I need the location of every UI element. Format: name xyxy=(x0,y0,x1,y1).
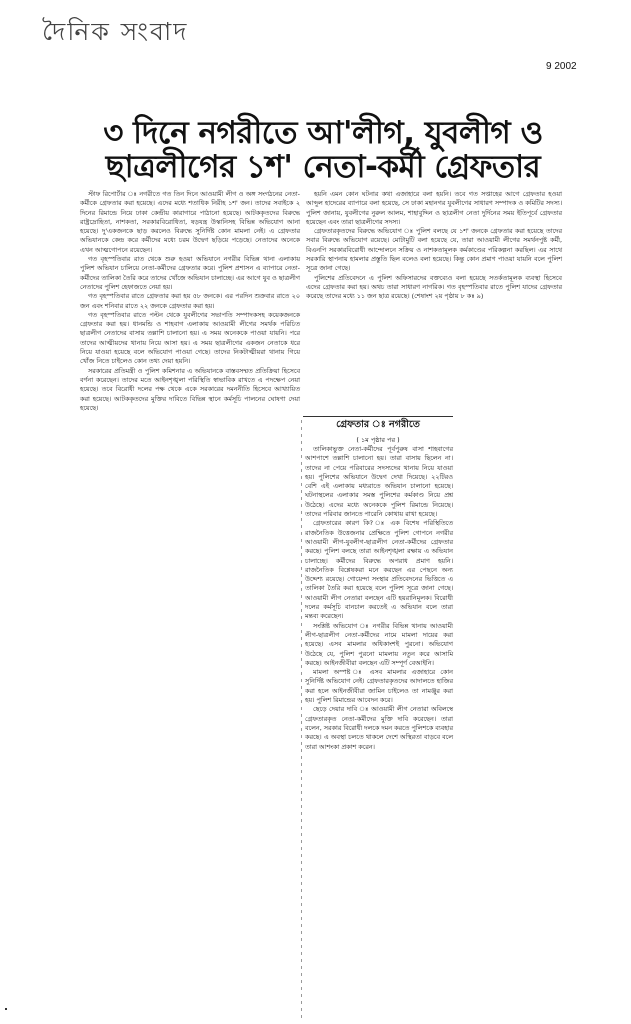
clipping-date: 9 2002 xyxy=(546,61,577,72)
paragraph: সংশ্লিষ্ট অভিযোগ ঃ নগরীর বিভিন্ন থানায় আওয়ামী লীগ-ছাত্রলীগ নেতা-কর্মীদের নামে মামলা দায়ের করা হয়েছে। এসব মামলার অধিকাংশই পুরনো। অভিযোগ উঠেছে যে, পুলিশ পুরনো মামলায় নতুন করে আসামি করছে। আইনজীবীরা বলছেন এটি সম্পূর্ণ বেআইনি। xyxy=(305,621,453,667)
column-divider xyxy=(301,420,302,1020)
paragraph: হয়নি এমন কোন ঘটনার কথা এজাহারে বলা হয়নি। তবে গত সপ্তাহের আগে গ্রেফতার হওয়া আব্দুল হাদেরের ব্যাপারে বলা হয়েছে, সে ঢাকা মহানগর যুবলীগের সাধারণ সম্পাদক ও কমিটির সদস্য। পুলিশ জানায়, যুবলীগের নুরুল আলম, শাহাবুদ্দিন ও ছাত্রলীগ নেতা দুর্দিনের সময় ইতিপূর্বে গ্রেফতার হয়েছেন এবং তারা ছাত্রলীগের সদস্য। xyxy=(306,190,562,226)
continuation-title: গ্রেফতার ঃ নগরীতে xyxy=(336,419,420,430)
continuation-heading xyxy=(303,418,453,446)
headline-line-2: ছাত্রলীগের ১শ' নেতা-কর্মী গ্রেফতার xyxy=(105,149,541,185)
paragraph: তালিকাভুক্ত নেতা-কর্মীদের পূর্বপুরুষ বাসা শাহবাগের আশপাশে তল্লাশি চালানো হয়। তারা বাসায় ছিলেন না। তাদের না পেয়ে পরিবারের সদস্যদের থানায় নিয়ে যাওয়া হয়। পুলিশের অভিযানে উদ্বেগ দেখা দিয়েছে। ২২টিরও বেশি এই এলাকায় মধ্যরাতে অভিযান চালানো হয়েছে। ঘটনাস্থলের এলাকার সমস্ত পুলিশের কর্মকাণ্ড নিয়ে প্রশ্ন উঠেছে। এদের মধ্যে অনেককে পুলিশ রিমান্ডে নিয়েছে। তাদের পরিবার জানতে পারেনি কোথায় রাখা হয়েছে। xyxy=(305,445,453,519)
article-headline xyxy=(78,116,568,184)
continuation-column xyxy=(305,445,453,752)
paragraph: গত বৃহস্পতিবার রাত থেকে শুরু হওয়া অভিযানে নগরীর বিভিন্ন থানা এলাকায় পুলিশ অভিযান চালিয়ে নেতা-কর্মীদের গ্রেফতার করে। পুলিশ প্রশাসন এ ব্যাপারে নেতা-কর্মীদের তালিকা তৈরি করে তাদের খোঁজে অভিযান চালাচ্ছে। এর আগে যুব ও ছাত্রলীগ নেতাদের পুলিশ হেফাজতে নেয়া হয়। xyxy=(80,255,300,291)
paragraph: মামলা অস্পষ্ট ঃ এসব মামলার এজাহারে কোন সুনির্দিষ্ট অভিযোগ নেই। গ্রেফতারকৃতদের আদালতে হাজির করা হলে আইনজীবীরা জামিন চাইলেও তা নামঞ্জুর করা হয়। পুলিশ রিমান্ডের আবেদন করে। xyxy=(305,668,453,705)
paragraph: ছেড়ে দেয়ার দাবি ঃ আওয়ামী লীগ নেতারা অবিলম্বে গ্রেফতারকৃত নেতা-কর্মীদের মুক্তি দাবি করেছেন। তারা বলেন, সরকার বিরোধী দলকে দমন করতে পুলিশকে ব্যবহার করছে। এ অবস্থা চলতে থাকলে দেশে অস্থিরতা বাড়বে বলে তারা আশংকা প্রকাশ করেন। xyxy=(305,705,453,751)
scan-speck xyxy=(5,1008,7,1010)
article-column-left xyxy=(80,190,300,413)
headline-line-1: ৩ দিনে নগরীতে আ'লীগ, যুবলীগ ও xyxy=(103,115,543,151)
paragraph: গত বৃহস্পতিবার রাতে পল্টন থেকে যুবলীগের সভাপতি সম্পাদকসহ কয়েকজনকে গ্রেফতার করা হয়। ধানমন্ডি ও শাহবাগ এলাকায় আওয়ামী লীগের সমর্থক পরিচিত ছাত্রলীগ নেতাদের বাসায় তল্লাশি চালানো হয়। এ সময় অনেককে পাওয়া যায়নি। পরে তাদের আত্মীয়দের থানায় নিয়ে আসা হয়। এ সময় ছাত্রলীগের একজন নেতাকে ধরে নিয়ে যাওয়া হয়েছে বলে অভিযোগ পাওয়া গেছে। তাদের নিকটাত্মীয়রা থানায় গিয়ে খোঁজ নিতে চাইলেও কোন তথ্য দেয়া হয়নি। xyxy=(80,310,300,366)
article-column-right xyxy=(306,190,562,302)
paragraph: সরকারের প্রতিমন্ত্রী ও পুলিশ কমিশনার এ অভিযানকে বাস্তবসম্মত প্রতিক্রিয়া হিসেবে বর্ণনা করেছেন। তাদের মতে আইনশৃঙ্খলা পরিস্থিতি স্বাভাবিক রাখতে এ পদক্ষেপ নেয়া হয়েছে। তবে বিরোধী দলের পক্ষ থেকে একে সরকারের দমননীতি হিসেবে আখ্যায়িত করা হয়েছে। আটককৃতদের মুক্তির দাবিতে বিভিন্ন স্থানে কর্মসূচি পালনের ঘোষণা দেয়া হয়েছে। xyxy=(80,366,300,412)
paragraph: গ্রেফতারের কারণ কি? ঃ এক বিশেষ পরিস্থিতিতে রাজনৈতিক উত্তেজনার প্রেক্ষিতে পুলিশ গোপনে নগরীর আওয়ামী লীগ-যুবলীগ-ছাত্রলীগ নেতা-কর্মীদের গ্রেফতার করছে। পুলিশ বলছে তারা আইনশৃঙ্খলা রক্ষায় এ অভিযান চালাচ্ছে। কর্মীদের বিরুদ্ধে অপরাধ প্রমাণ হয়নি। রাজনৈতিক বিশ্লেষকরা মনে করছেন এর পেছনে অন্য উদ্দেশ্য রয়েছে। গোয়েন্দা সংস্থার প্রতিবেদনের ভিত্তিতে এ তালিকা তৈরি করা হয়েছে বলে পুলিশ সূত্রে জানা গেছে। আওয়ামী লীগ নেতারা বলছেন এটি হয়রানিমূলক। বিরোধী দলের কর্মসূচি বানচাল করতেই এ অভিযান বলে তারা মন্তব্য করেছেন। xyxy=(305,519,453,621)
continuation-ref: ( ১ম পৃষ্ঠার পর ) xyxy=(356,436,400,444)
paragraph: গ্রেফতারকৃতদের বিরুদ্ধে অভিযোগ ঃ পুলিশ বলছে যে ১শ' জনকে গ্রেফতার করা হয়েছে তাদের সবার বিরুদ্ধে অভিযোগ রয়েছে। মোটামুটি বলা হয়েছে যে, তারা আওয়ামী লীগের সমর্থনপুষ্ট কর্মী, বিএনপি সরকারবিরোধী আন্দোলনে সক্রিয় ও নাশকতামূলক কর্মকাণ্ডের পরিকল্পনা করছিল। এর সাথে সরকারি স্থাপনায় হামলার প্রস্তুতি ছিল বলেও বলা হয়েছে। কিন্তু কোন প্রমাণ পাওয়া যায়নি বলে পুলিশ সূত্রে জানা গেছে। xyxy=(306,227,562,273)
paragraph: স্টাফ রিপোর্টার ঃ নগরীতে গত তিন দিনে আওয়ামী লীগ ও অঙ্গ সংগঠনের নেতা-কর্মীকে গ্রেফতার করা হয়েছে। এদের মধ্যে শতাধিক নিরীহ ১শ' জন। তাদের সবাইকে ২ দিনের রিমান্ডে নিয়ে ঢাকা কেন্দ্রীয় কারাগারে পাঠানো হয়েছে। আটককৃতদের বিরুদ্ধে রাষ্ট্রদ্রোহিতা, নাশকতা, সরকারবিরোধিতা, ষড়যন্ত্র উস্কানিসহ বিভিন্ন অভিযোগ আনা হয়েছে। দু'একজনকে ছাড় করলেও বিরুদ্ধে সুনির্দিষ্ট কোন মামলা নেই। এ গ্রেফতার অভিযানকে কেন্দ্র করে কর্মীদের মধ্যে চরম উদ্বেগ ছড়িয়ে পড়েছে। নেতাদের অনেকে এখন আত্মগোপনে রয়েছেন। xyxy=(80,190,300,254)
section-divider xyxy=(303,416,453,417)
newspaper-logo: দৈনিক সংবাদ xyxy=(42,17,189,46)
paragraph: পুলিশের প্রতিবেদনে এ পুলিশ অফিসারদের বক্তব্যেও বলা হয়েছে সতর্কতামূলক ব্যবস্থা হিসেবে এদের গ্রেফতার করা হয়। অথচ তারা সাধারণ নাগরিক। গত বৃহস্পতিবার রাতে পুলিশ যাদের গ্রেফতার করেছে তাদের মধ্যে ১১ জন ছাত্র রয়েছে। (শেষাংশ ২য় পৃষ্ঠায় ৮ কঃ ৯) xyxy=(306,273,562,301)
paragraph: গত বৃহস্পতিবার রাতে গ্রেফতার করা হয় ৫৮ জনকে। এর পরদিন শুক্রবার রাতে ২০ জন এবং শনিবার রাতে ২২ জনকে গ্রেফতার করা হয়। xyxy=(80,292,300,310)
